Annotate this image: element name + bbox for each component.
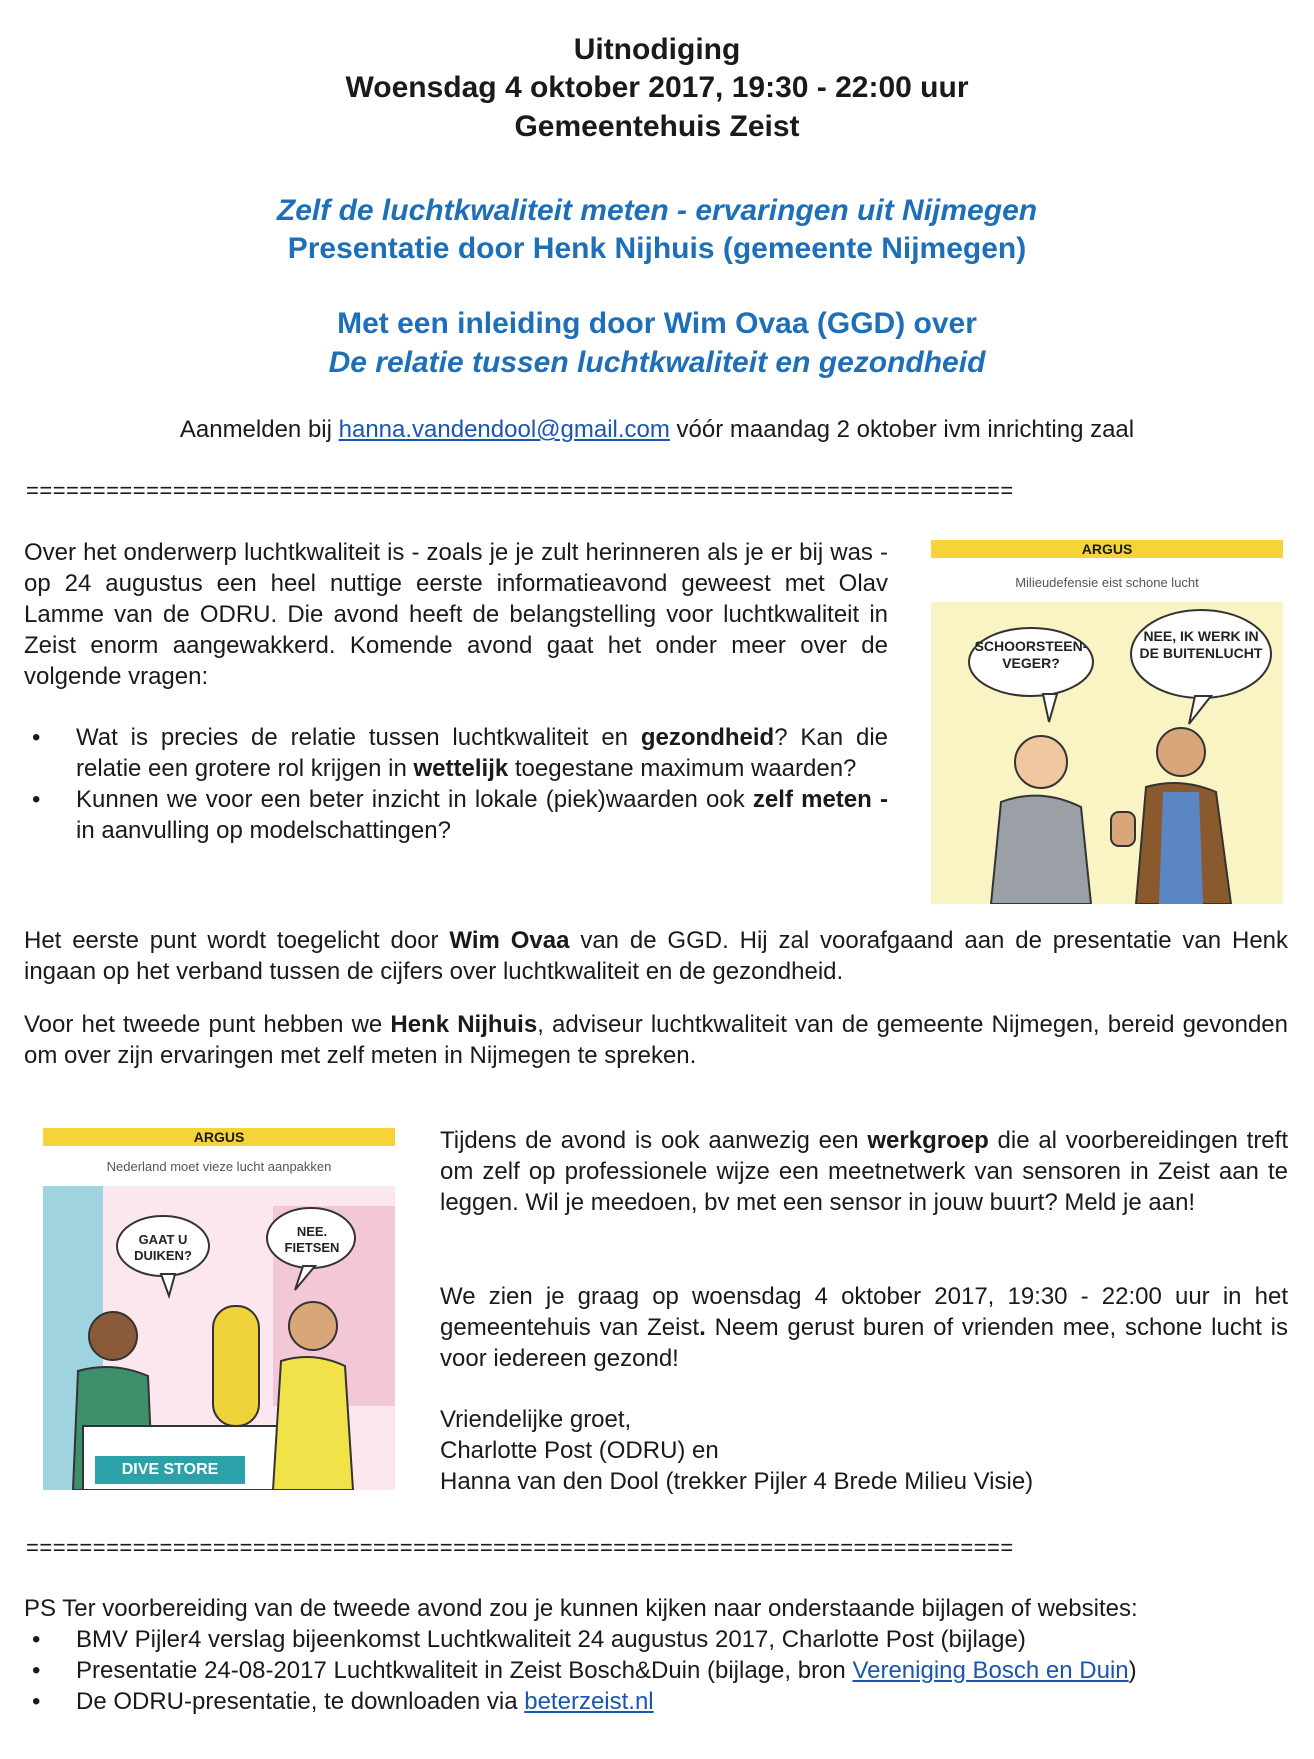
signoff-name-2: Hanna van den Dool (trekker Pijler 4 Brede Milieu Visie) [440,1468,1034,1495]
separator-top: ========================================================================== [26,478,1014,503]
signoff-block [440,1404,1288,1497]
cartoon-dive-store [43,1128,395,1490]
ps-intro: PS Ter voorbereiding van de tweede avond zou je kunnen kijken naar onderstaande bijlagen of websites: [24,1595,1138,1622]
separator-bottom: ========================================================================== [26,1535,1014,1560]
intro-speaker-line: Met een inleiding door Wim Ovaa (GGD) over [337,307,977,340]
speech-bubble-left: GAAT U DUIKEN? [134,1232,192,1263]
beterzeist-link[interactable]: beterzeist.nl [524,1688,654,1715]
attachment-item: • BMV Pijler4 verslag bijeenkomst Luchtkwaliteit 24 augustus 2017, Charlotte Post (bijlage) [32,1626,1026,1653]
intro-paragraph: Over het onderwerp luchtkwaliteit is - zoals je je zult herinneren als je er bij was - op 24 augustus een heel nuttige eerste informatieavond geweest met Olav Lamme van de ODRU. Die avond heeft de belangstelling voor luchtkwaliteit in Zeist enorm aangewakkerd. Komende avond gaat het onder meer over de volgende vragen: [24,539,888,690]
attachment-item: • Presentatie 24-08-2017 Luchtkwaliteit in Zeist Bosch&Duin (bijlage, bron Vereniging Bosch en Duin) [32,1657,1137,1684]
signoff-name-1: Charlotte Post (ODRU) en [440,1437,719,1464]
attachments-list [24,1624,1294,1717]
topic-title: Zelf de luchtkwaliteit meten - ervaringen uit Nijmegen [276,194,1038,227]
paragraph-wim-ovaa: Het eerste punt wordt toegelicht door Wim Ovaa van de GGD. Hij zal voorafgaand aan de presentatie van Henk ingaan op het verband tussen de cijfers over luchtkwaliteit en de gezondheid. [24,927,1289,985]
ps-block [24,1593,1294,1717]
question-item: • Wat is precies de relatie tussen luchtkwaliteit en gezondheid? Kan die relatie een grotere rol krijgen in wettelijk toegestane maximum waarden? [32,724,888,782]
signoff-greeting: Vriendelijke groet, [440,1406,632,1433]
event-location: Gemeentehuis Zeist [514,110,800,143]
dive-store-sign: DIVE STORE [121,1461,219,1478]
bosch-en-duin-link[interactable]: Vereniging Bosch en Duin [852,1657,1129,1684]
speech-bubble-right: NEE, IK WERK IN DE BUITENLUCHT [1139,628,1263,661]
registration-prefix: Aanmelden bij [179,416,339,443]
attachment-item: • De ODRU-presentatie, te downloaden via beterzeist.nl [32,1688,654,1715]
registration-suffix: vóór maandag 2 oktober ivm inrichting zaal [669,416,1135,443]
registration-email-link[interactable]: hanna.vandendool@gmail.com [338,416,670,443]
paragraph-see-you: We zien je graag op woensdag 4 oktober 2017, 19:30 - 22:00 uur in het gemeentehuis van Zeist. Neem gerust buren of vrienden mee, schone lucht is voor iedereen gezond! [440,1283,1288,1372]
paragraph-henk-nijhuis: Voor het tweede punt hebben we Henk Nijhuis, adviseur luchtkwaliteit van de gemeente Nijmegen, bereid gevonden om over zijn ervaringen met zelf meten in Nijmegen te spreken. [24,1011,1288,1069]
invitation-title: Uitnodiging [573,33,741,66]
speech-bubble-left: SCHOORSTEEN-VEGER? [974,638,1088,671]
cartoon-caption: Nederland moet vieze lucht aanpakken [43,1152,395,1182]
intro-block [24,537,888,846]
bullet: • [32,724,41,751]
cartoon-caption: Milieudefensie eist schone lucht [931,568,1283,598]
bullet: • [32,786,41,813]
bullet: • [32,1688,41,1715]
presenter-line: Presentatie door Henk Nijhuis (gemeente Nijmegen) [287,232,1027,265]
speech-bubble-right: NEE. FIETSEN [284,1224,340,1255]
bullet: • [32,1626,41,1653]
argus-logo: ARGUS [931,540,1283,558]
registration-line [0,414,1314,445]
cartoon-chimney-sweep [931,540,1283,904]
question-list [24,722,888,846]
intro-subject-line: De relatie tussen luchtkwaliteit en gezondheid [328,346,986,379]
event-datetime: Woensdag 4 oktober 2017, 19:30 - 22:00 uur [345,71,969,104]
paragraph-workgroup: Tijdens de avond is ook aanwezig een werkgroep die al voorbereidingen treft om zelf op professionele wijze een meetnetwerk van sensoren in Zeist aan te leggen. Wil je meedoen, bv met een sensor in jouw buurt? Meld je aan! [440,1127,1288,1216]
argus-logo: ARGUS [43,1128,395,1146]
bullet: • [32,1657,41,1684]
question-item: • Kunnen we voor een beter inzicht in lokale (piek)waarden ook zelf meten - in aanvulling op modelschattingen? [32,786,888,844]
